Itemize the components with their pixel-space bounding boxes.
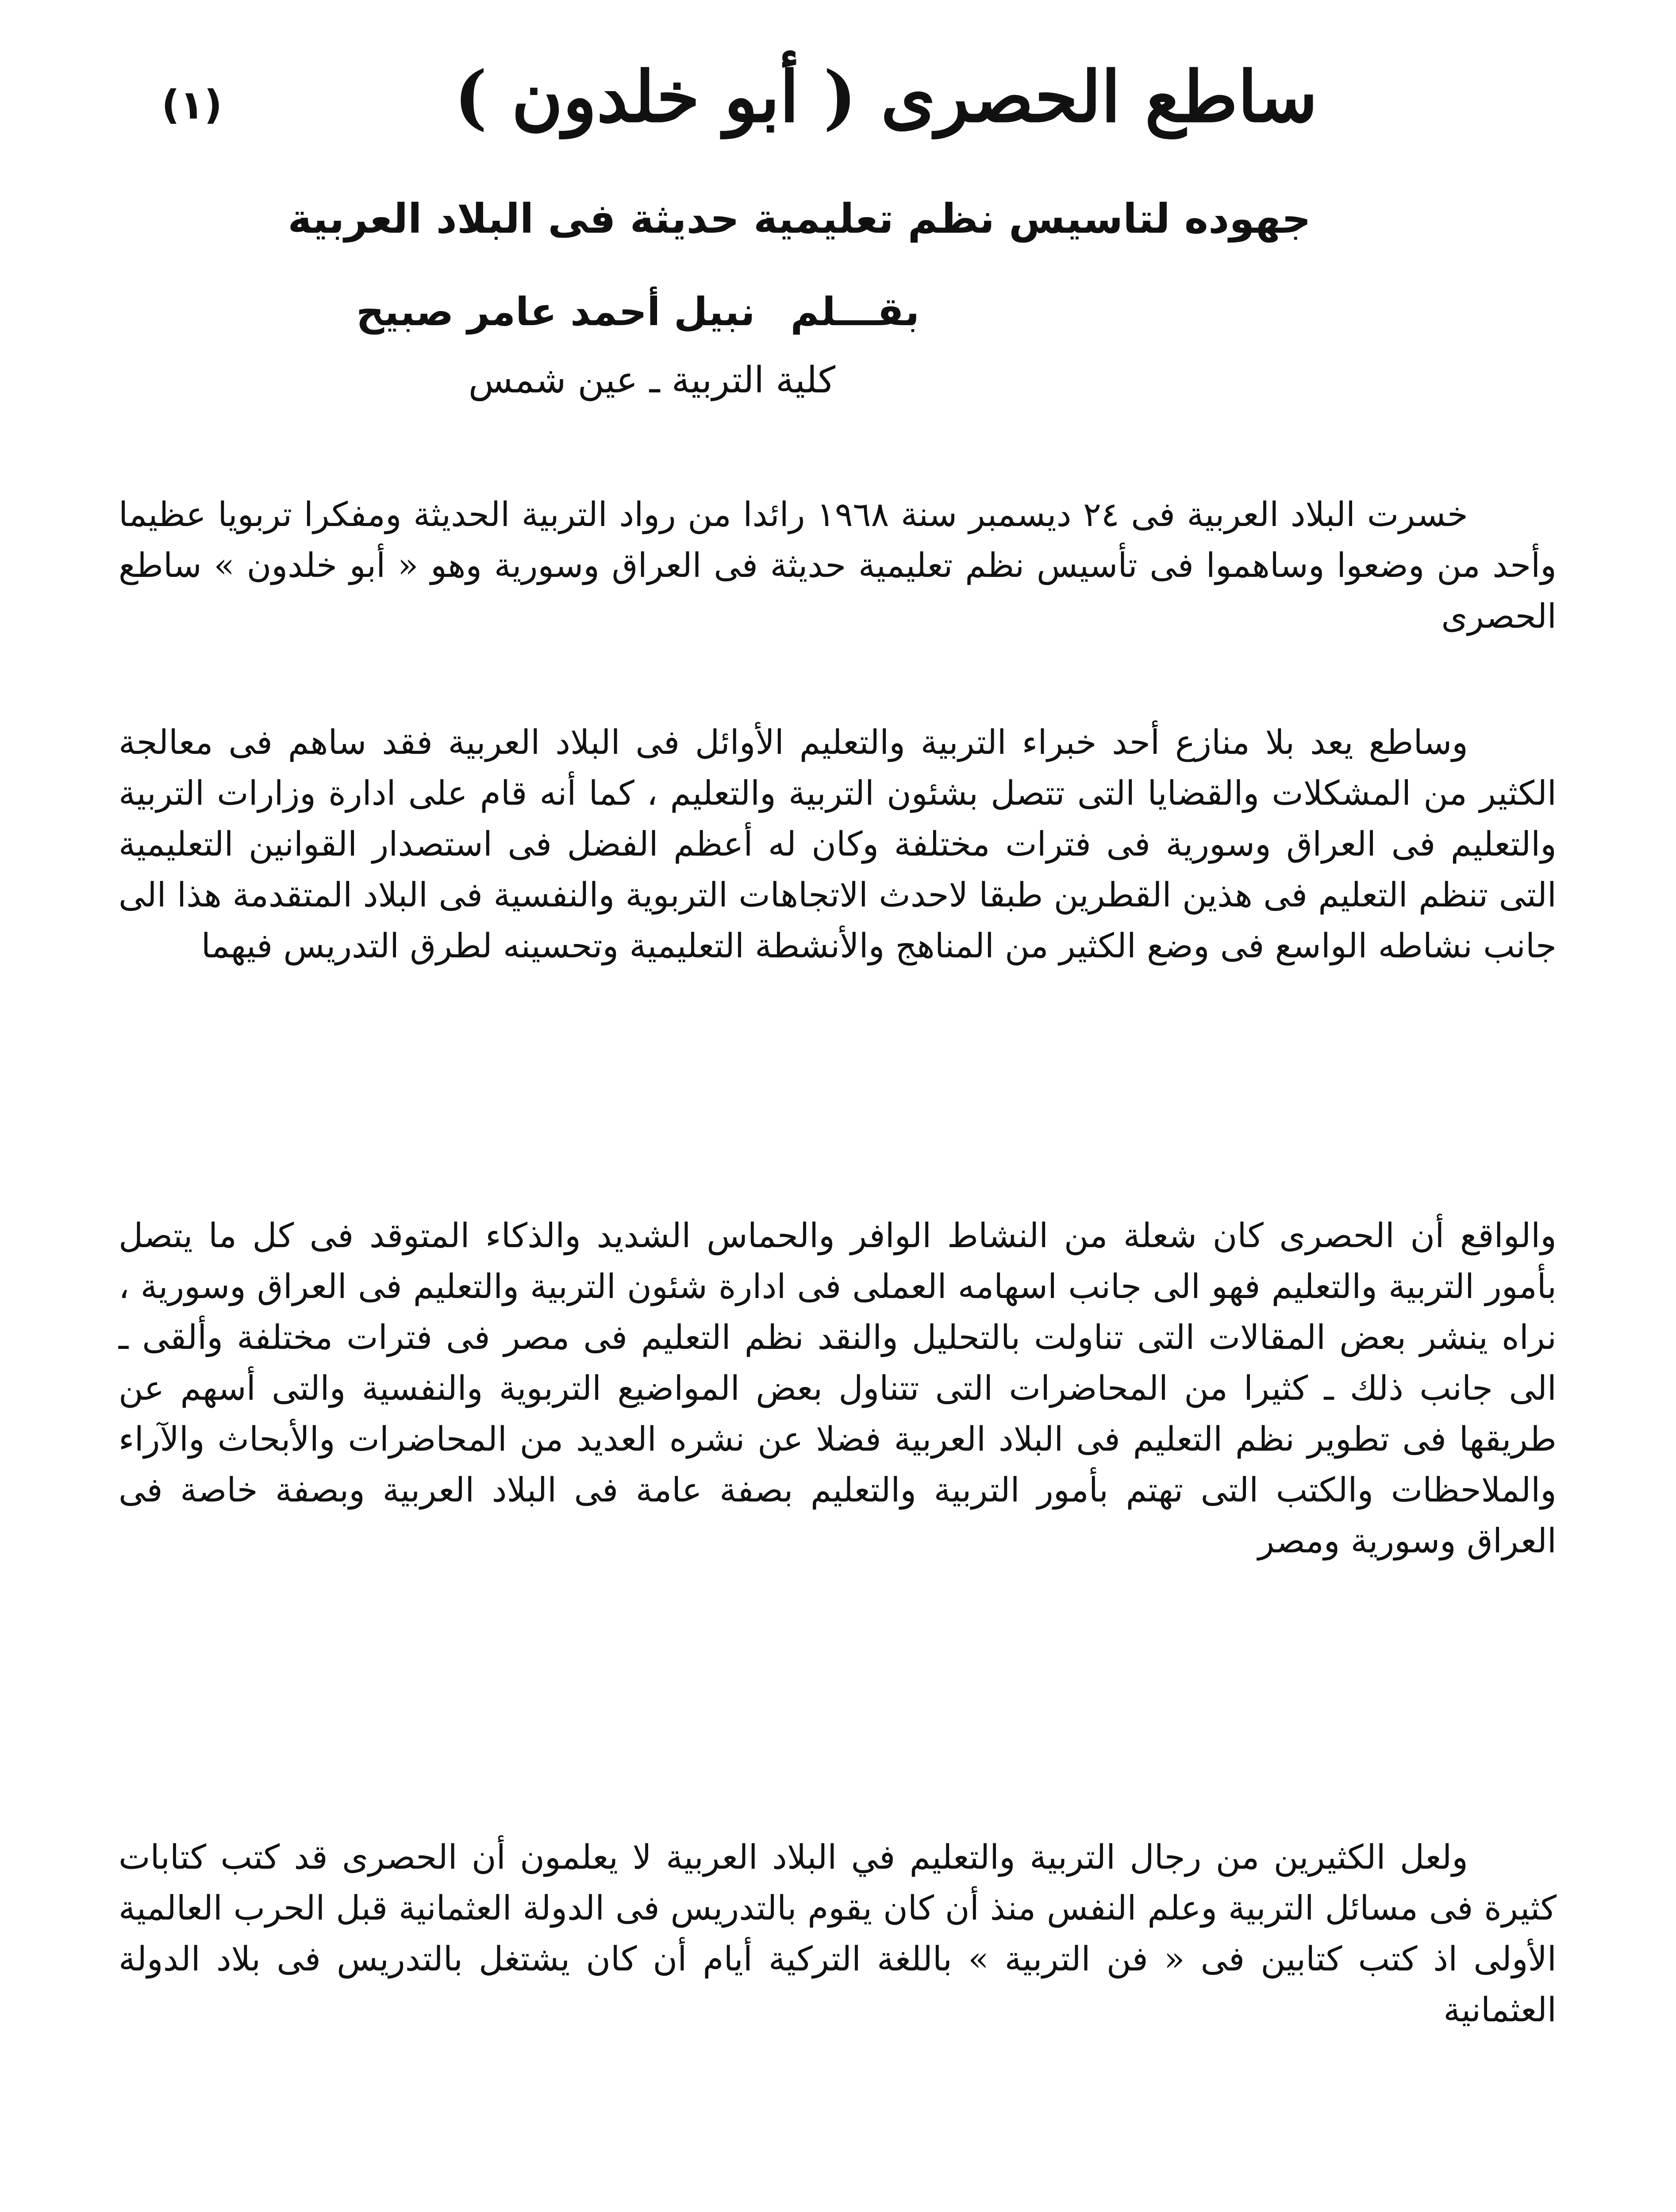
byline-prefix: بقـــلم [790, 289, 919, 334]
author-name: نبيل أحمد عامر صبيح [356, 289, 755, 334]
page-title: ساطع الحصرى ( أبو خلدون ) [454, 56, 1318, 138]
author-affiliation: كلية التربية ـ عين شمس [468, 359, 835, 401]
paragraph-3: والواقع أن الحصرى كان شعلة من النشاط الوافر والحماس الشديد والذكاء المتوقد فى كل ما يتصل بأمور التربية والتعليم فهو الى جانب اسهامه العملى فى ادارة شئون التربية والتعليم فى العراق وسورية ، نراه ينشر بعض المقالات التى تناولت بالتحليل والنقد نظم التعليم فى مصر فى فترات مختلفة وألقى ـ الى جانب ذلك ـ كثيرا من المحاضرات التى تتناول بعض المواضيع التربوية والنفسية والتى أسهم عن طريقها فى تطوير نظم التعليم فى البلاد العربية فضلا عن نشره العديد من المحاضرات والأبحاث والآراء والملاحظات والكتب التى تهتم بأمور التربية والتعليم بصفة عامة فى البلاد العربية وبصفة خاصة فى العراق وسورية ومصر [119, 1216, 1557, 1560]
paragraph-4: ولعل الكثيرين من رجال التربية والتعليم في البلاد العربية لا يعلمون أن الحصرى قد كتب كتابات كثيرة فى مسائل التربية وعلم النفس منذ أن كان يقوم بالتدريس فى الدولة العثمانية قبل الحرب العالمية الأولى اذ كتب كتابين فى « فن التربية » باللغة التركية أيام أن كان يشتغل بالتدريس فى بلاد الدولة العثمانية [119, 1837, 1557, 2029]
paragraph-2: وساطع يعد بلا منازع أحد خبراء التربية والتعليم الأوائل فى البلاد العربية فقد ساهم فى معالجة الكثير من المشكلات والقضايا التى تتصل بشئون التربية والتعليم ، كما أنه قام على ادارة وزارات التربية والتعليم فى العراق وسورية فى فترات مختلفة وكان له أعظم الفضل فى استصدار القوانين التعليمية التى تنظم التعليم فى هذين القطرين طبقا لاحدث الاتجاهات التربوية والنفسية فى البلاد المتقدمة هذا الى جانب نشاطه الواسع فى وضع الكثير من المناهج والأنشطة التعليمية وتحسينه لطرق التدريس فيهما [119, 722, 1557, 965]
article-subtitle: جهوده لتاسيس نظم تعليمية حديثة فى البلاد العربية [288, 195, 1311, 242]
paragraph-1: خسرت البلاد العربية فى ٢٤ ديسمبر سنة ١٩٦٨ رائدا من رواد التربية الحديثة ومفكرا تربويا عظيما وأحد من وضعوا وساهموا فى تأسيس نظم تعليمية حديثة فى العراق وسورية وهو « أبو خلدون » ساطع الحصرى [119, 495, 1557, 636]
byline [167, 283, 919, 341]
footnote-marker: (١) [161, 82, 223, 128]
